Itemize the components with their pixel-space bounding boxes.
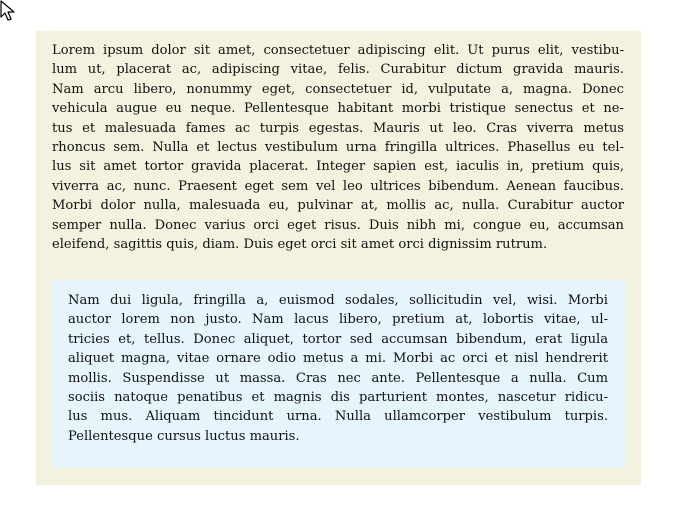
outer-paragraph-line: rhoncus sem. Nulla et lectus vestibulum urna fringilla ultrices. Phasellus eu tel- xyxy=(52,140,624,156)
outer-paragraph-line: Nam arcu libero, nonummy eget, consectetuer id, vulputate a, magna. Donec xyxy=(52,81,624,97)
inner-note-panel xyxy=(52,280,625,468)
outer-paragraph-line: eleifend, sagittis quis, diam. Duis eget orci sit amet orci dignissim rutrum. xyxy=(52,237,548,253)
inner-paragraph-line: sociis natoque penatibus et magnis dis parturient montes, nascetur ridicu- xyxy=(68,390,608,406)
outer-paragraph-line: tus et malesuada fames ac turpis egestas. Mauris ut leo. Cras viverra metus xyxy=(52,120,624,136)
outer-paragraph-line: semper nulla. Donec varius orci eget risus. Duis nibh mi, congue eu, accumsan xyxy=(52,217,624,233)
inner-paragraph-line: auctor lorem non justo. Nam lacus libero, pretium at, lobortis vitae, ul- xyxy=(68,312,608,328)
inner-paragraph-line: Pellentesque cursus luctus mauris. xyxy=(68,428,300,444)
outer-paragraph-line: lum ut, placerat ac, adipiscing vitae, felis. Curabitur dictum gravida mauris. xyxy=(52,62,624,78)
mouse-pointer-icon xyxy=(0,0,18,22)
outer-paragraph xyxy=(52,41,624,254)
inner-paragraph-line: lus mus. Aliquam tincidunt urna. Nulla ullamcorper vestibulum turpis. xyxy=(68,409,608,425)
outer-paragraph-line: Lorem ipsum dolor sit amet, consectetuer adipiscing elit. Ut purus elit, vestibu- xyxy=(52,43,624,58)
outer-paragraph-line: Morbi dolor nulla, malesuada eu, pulvinar at, mollis ac, nulla. Curabitur auctor xyxy=(52,198,624,214)
inner-paragraph-line: mollis. Suspendisse ut massa. Cras nec ante. Pellentesque a nulla. Cum xyxy=(68,370,608,386)
outer-note-panel xyxy=(36,31,641,485)
inner-paragraph-line: tricies et, tellus. Donec aliquet, tortor sed accumsan bibendum, erat ligula xyxy=(68,331,608,347)
outer-paragraph-line: viverra ac, nunc. Praesent eget sem vel leo ultrices bibendum. Aenean faucibus. xyxy=(52,178,624,194)
inner-paragraph xyxy=(68,291,608,446)
outer-paragraph-line: lus sit amet tortor gravida placerat. Integer sapien est, iaculis in, pretium quis, xyxy=(52,159,624,175)
inner-paragraph-line: Nam dui ligula, fringilla a, euismod sodales, sollicitudin vel, wisi. Morbi xyxy=(68,293,608,308)
outer-paragraph-line: vehicula augue eu neque. Pellentesque habitant morbi tristique senectus et ne- xyxy=(52,101,624,117)
inner-paragraph-line: aliquet magna, vitae ornare odio metus a mi. Morbi ac orci et nisl hendrerit xyxy=(68,351,608,367)
